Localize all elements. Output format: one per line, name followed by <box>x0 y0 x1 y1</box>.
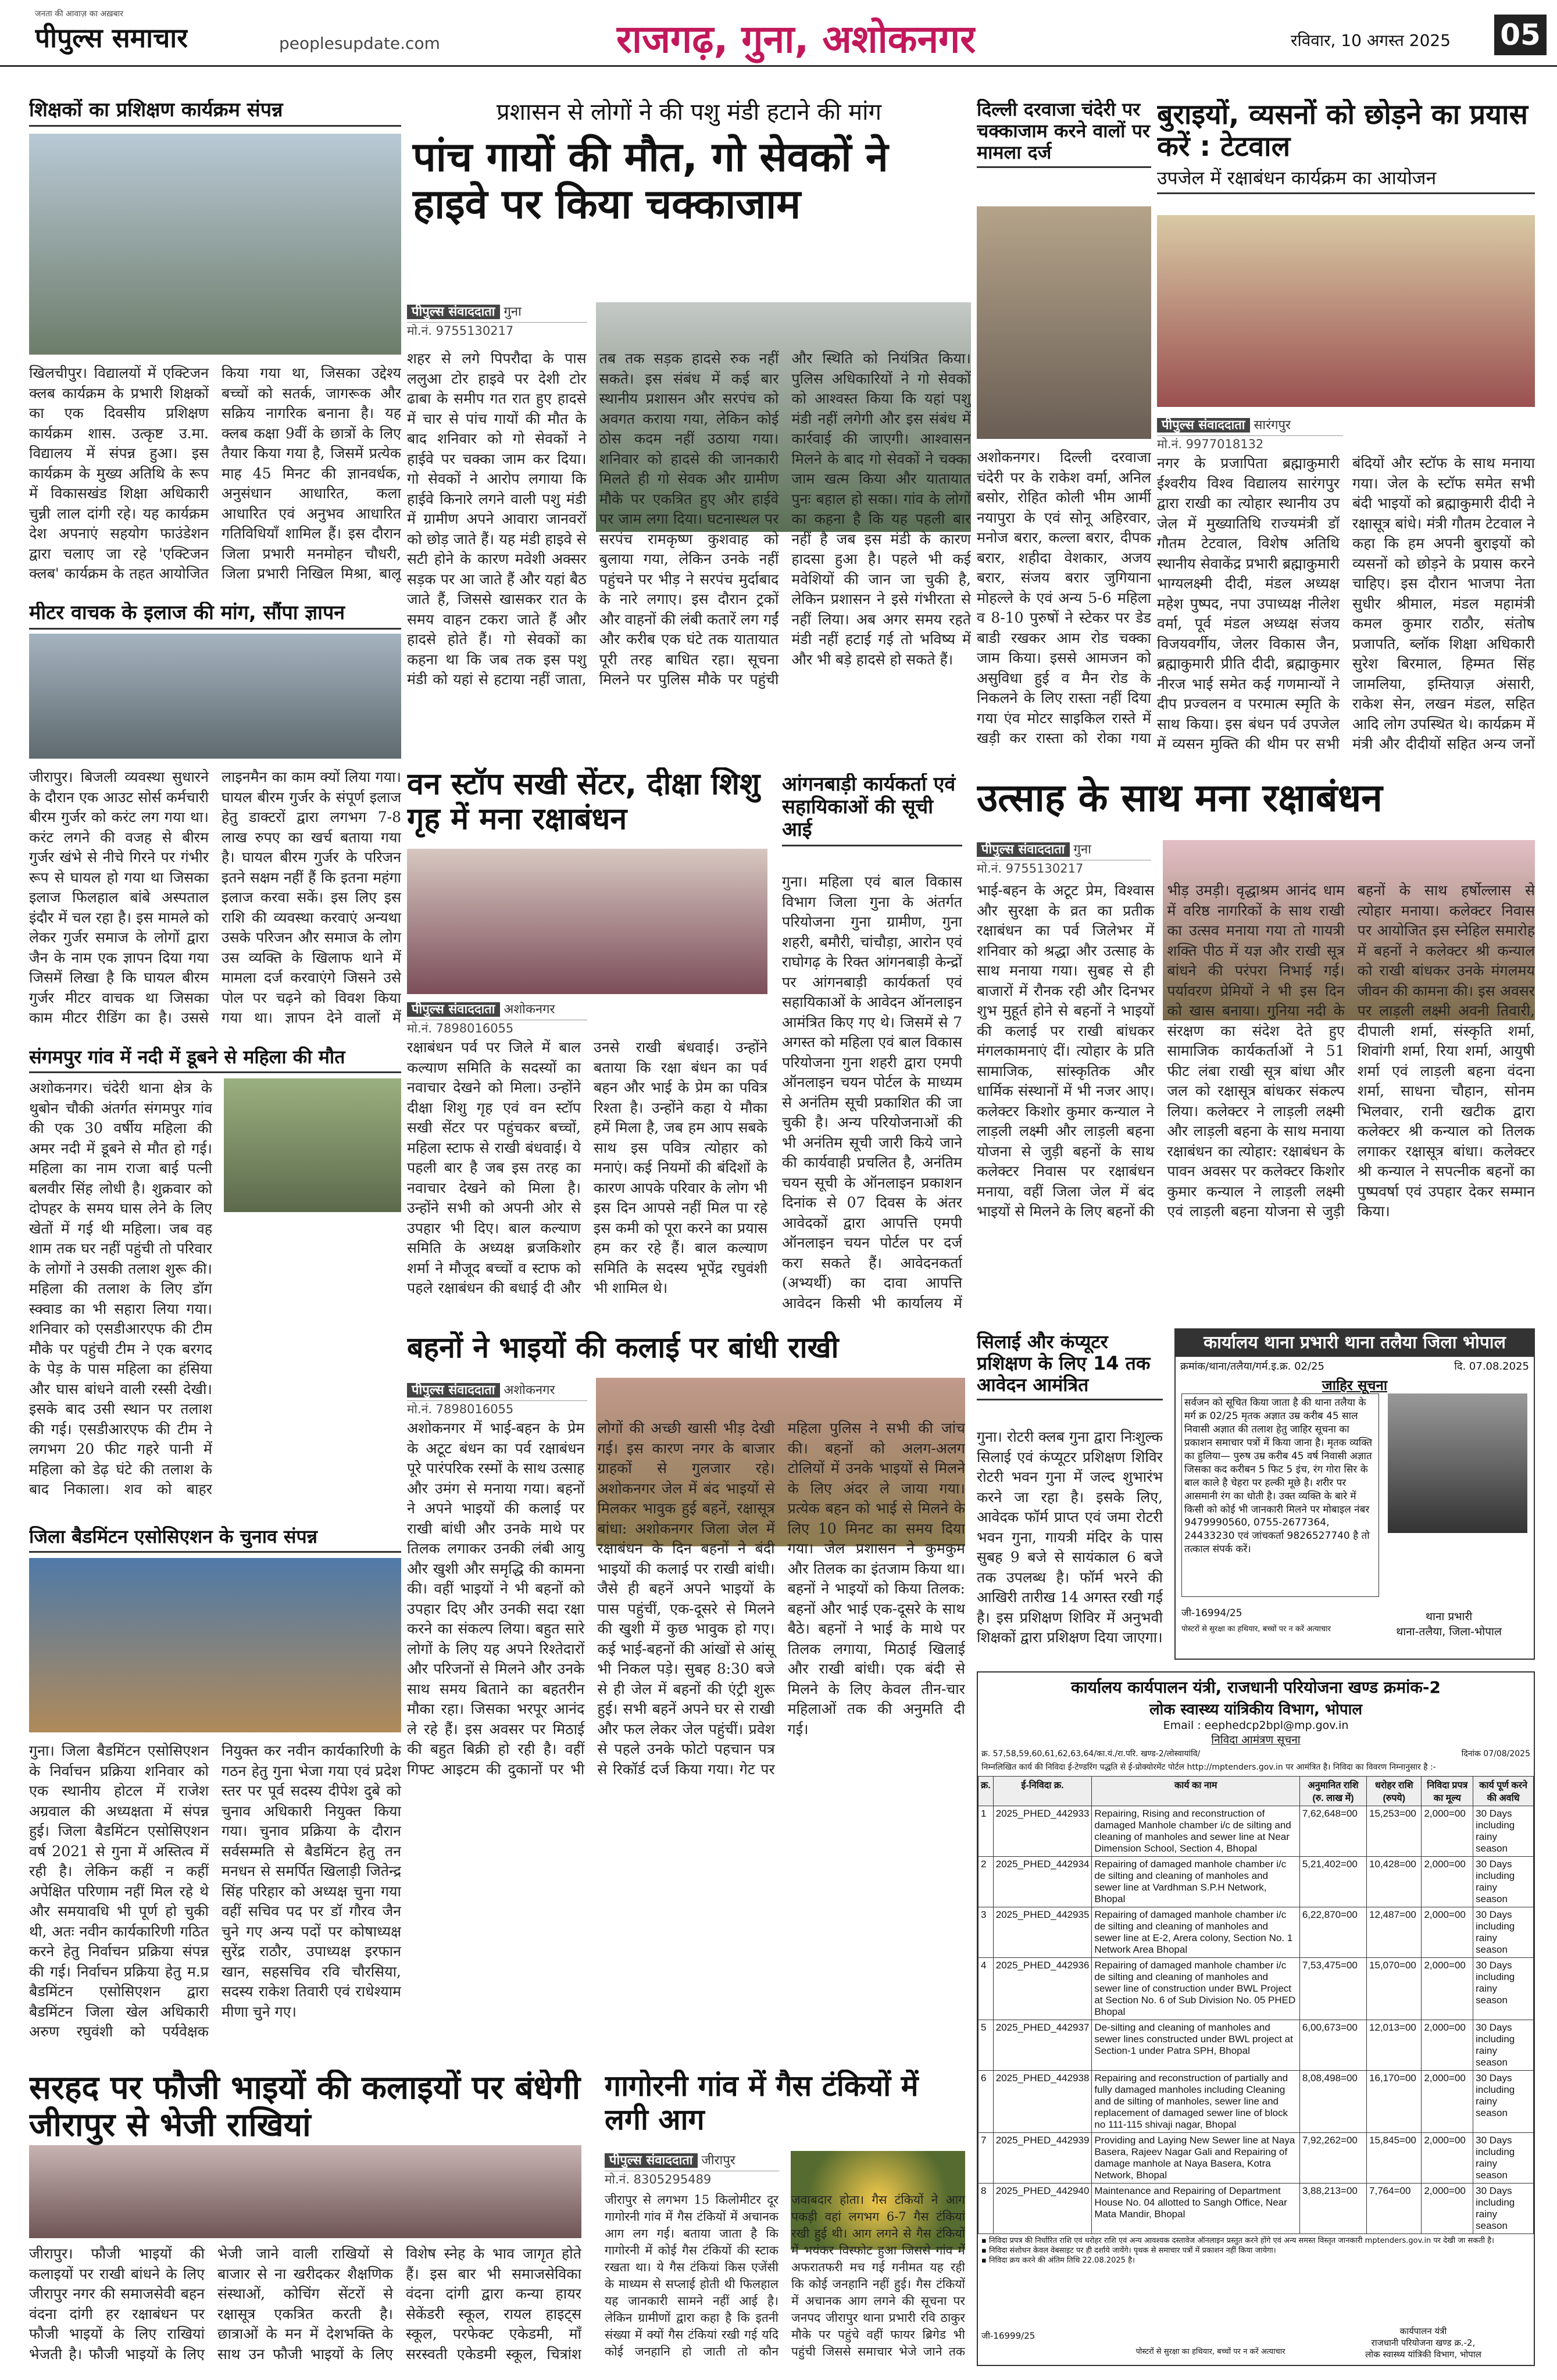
news-photo <box>29 134 401 355</box>
byline-box <box>407 302 587 339</box>
news-photo <box>29 2145 581 2238</box>
story-body: जीरापुर। फौजी भाइयों की कलाइयों पर राखी बांधने के लिए जीरापुर नगर की समाजसेवी बहन वंदना दांगी हर रक्षाबंधन पर फौजी भाइयों के लिए राखियां भेजती है। फौजी भाइयों के लिए भेजी जाने वाली राखियों से बाजार से ना खरीदकर शैक्षणिक संस्थाओं, कोचिंग सेंटरों से रक्षासूत्र एकत्रित करती है। छात्राओं के मन में देशभक्ति के साथ उन फौजी भाइयों के लिए विशेष स्नेह के भाव जागृत होते हैं। इस बार भी समाजसेविका वंदना दांगी द्वारा कन्या हायर सेकेंडरी स्कूल, रायल हाइट्स स्कूल, परफेक्ट एकेडमी, माँ सरस्वती एकेडमी स्कूल, चित्रांश <box>29 2245 581 2363</box>
table-cell: 2025_PHED_442934 <box>993 1857 1092 1907</box>
tender-note: ▪ निविदा प्रपत्र की निर्धारित राशि एवं धरोहर राशि एवं अन्य आवश्यक दस्तावेज ऑनलाइन प्रस्तुत करने होंगे एवं अन्य समस्त विस्तृत जानकारी mptenders.gov.in पर देखी जा सकती है। <box>981 2236 1494 2245</box>
table-cell: 30 Days including rainy season <box>1473 1806 1534 1857</box>
news-photo <box>1157 215 1535 407</box>
headline: उत्साह के साथ मना रक्षाबंधन <box>977 776 1383 820</box>
story-rakhi-jail <box>407 1331 965 2058</box>
story-meter-reader <box>29 602 401 1049</box>
page-number: 05 <box>1494 15 1547 55</box>
headline: बहनों ने भाइयों की कलाई पर बांधी राखी <box>407 1331 839 1364</box>
reporter-mobile: मो.नं. 7898016055 <box>407 1021 514 1035</box>
table-cell: 7,53,475=00 <box>1299 1958 1366 2020</box>
tender-email[interactable]: Email : eephedcp2bpl@mp.gov.in <box>1163 1719 1349 1732</box>
story-body: जीरापुर से लगभग 15 किलोमीटर दूर गागोरनी गांव में गैस टंकियों में अचानक आग लग गई। बताया जाता है कि गागोरनी में कोई गैस टंकियों की स्टाक रखता था। ये गैस टंकियां किस एजेंसी के माध्यम से सप्लाई होती थी फिलहाल यह जानकारी सामने नहीं आई है। लेकिन ग्रामीणों द्वारा कहा है कि इतनी संख्या में क्यों गैस टंकियां रखी गई यदि कोई जनहानि हो जाती तो कौन जवाबदार होता। गैस टंकियों ने आग पकड़ी वहां लगभग 6-7 गैस टंकियां रखी हुई थी। आग लगने से गैस टंकियों में भयंकर विस्फोट हुआ जिससे गांव में अफरातफरी मच गई गनीमत यह रही कि कोई जनहानि नहीं हुई। गैस टंकियों में अचानक आग लगने की सूचना पर जनपद जीरापुर थाना प्रभारी रवि ठाकुर मौके पर पहुंचे वहीं फायर ब्रिगेड भी पहुंची जिससे समाचार भेजे जाने तक <box>605 2193 965 2358</box>
story-body: गुना। रोटरी क्लब गुना द्वारा निःशुल्क सिलाई एवं कंप्यूटर प्रशिक्षण शिविर रोटरी भवन गुना में जल्द शुभारंभ करने जा रहा है। इसके लिए, आवेदक फॉर्म प्राप्त एवं जमा रोटरी भवन गुना, गायत्री मंदिर के पास सुबह 9 बजे से सायंकाल 6 बजे तक उपलब्ध है। फॉर्म भरने की आखिरी तारीख 14 अगस्त रखी गई है। इस प्रशिक्षण शिविर में अनुभवी शिक्षकों द्वारा प्रशिक्षण दिया जाएगा। <box>977 1428 1163 1646</box>
notice-subtitle: जाहिर सूचना <box>1322 1377 1388 1393</box>
tender-notes <box>978 2234 1534 2268</box>
headline: बुराइयों, व्यसनों को छोड़ने का प्रयास करें : टेटवाल <box>1157 99 1528 163</box>
website-url[interactable]: peoplesupdate.com <box>279 34 440 53</box>
table-cell: 2,000=00 <box>1422 1857 1473 1907</box>
news-photo <box>407 849 767 994</box>
table-cell: 2025_PHED_442936 <box>993 1958 1092 2020</box>
headline: सरहद पर फौजी भाइयों की कलाइयों पर बंधेगी जीरापुर से भेजी राखियां <box>29 2070 581 2145</box>
table-cell: 16,170=00 <box>1367 2071 1422 2133</box>
table-cell: 30 Days including rainy season <box>1473 1958 1534 2020</box>
table-cell: 2,000=00 <box>1422 1958 1473 2020</box>
reporter-mobile: मो.नं. 9977018132 <box>1157 437 1264 451</box>
story-body: रक्षाबंधन पर्व पर जिले में बाल कल्याण समिति के सदस्यों का नवाचार देखने को मिला। उन्होंने दीक्षा शिशु गृह एवं वन स्टॉप सखी सेंटर पर पहुंचकर बच्चों, महिला स्टाफ से राखी बंधवाई। ये पहली बार है जब इस तरह का नवाचार देखने को मिला है। उन्होंने सभी को अपनी ओर से उपहार भी दिए। बाल कल्याण समिति के अध्यक्ष ब्रजकिशोर शर्मा ने मौजूद बच्चों व स्टाफ को पहले रक्षाबंधन की बधाई दी और उनसे राखी बंधवाई। उन्होंने बताया कि रक्षा बंधन का पर्व बहन और भाई के प्रेम का पवित्र रिश्ता है। उन्होंने कहा ये मौका हमें मिला है, जब हम आप सबके साथ इस पवित्र त्योहार को मनाएं। कई नियमों की बंदिशों के कारण आपके परिवार के लोग भी इस दिन आपसे नहीं मिल पा रहे इस कमी को पूरा करने का प्रयास हम कर रहे हैं। बाल कल्याण समिति के सदस्य भूपेंद्र रघुवंशी भी शामिल थे। <box>407 1039 767 1296</box>
tender-table-body <box>979 1806 1534 2234</box>
notice-thana-talaiya <box>1174 1328 1535 1660</box>
tender-table <box>978 1776 1534 2234</box>
table-cell: 1 <box>979 1806 994 1857</box>
table-row <box>979 1857 1534 1907</box>
table-row <box>979 2133 1534 2184</box>
lead-story-cows <box>407 99 971 750</box>
page-title: राजगढ़, गुना, अशोकनगर <box>616 17 976 62</box>
story-anganwadi <box>782 773 962 1314</box>
story-body: अशोकनगर। दिल्ली दरवाजा चंदेरी पर के राकेश वर्मा, अनिल बसोर, रोहित कोली भीम आर्मी नयापुरा के एवं सोनू अहिरवार, मनोज बरार, कल्ला बरार, दीपक बरार, शहीदा वेशकार, अजय बरार, संजय बरार जुगियाना मोहल्ले के एवं अन्य 5-6 महिला व 8-10 पुरुषों ने स्टेकर पर डेड बाडी रखकर आम रोड चक्का जाम किया। इससे आमजन को असुविधा हुई व मैन रोड के निकलने के लिए रास्ता नहीं दिया गया एंव मोटर साइकिल रास्ते में खड़ी कर रास्ता को रोका गया <box>977 449 1151 746</box>
tender-col-header: क्र. <box>979 1777 994 1806</box>
byline-name: पीपुल्स संवाददाता <box>977 842 1070 857</box>
table-cell: 5,21,402=00 <box>1299 1857 1366 1907</box>
story-sewing-computer <box>977 1331 1163 1657</box>
table-cell: 2025_PHED_442933 <box>993 1806 1092 1857</box>
table-cell: 12,013=00 <box>1367 2020 1422 2071</box>
byline-location: जीरापुर <box>701 2153 735 2168</box>
signature-block: थाना प्रभारी थाना-तलैया, जिला-भोपाल <box>1396 1610 1502 1638</box>
headline: पांच गायों की मौत, गो सेवकों ने हाइवे पर किया चक्काजाम <box>413 133 888 228</box>
tender-col-header: कार्य का नाम <box>1092 1777 1299 1806</box>
tender-department: लोक स्वास्थ्य यांत्रिकीय विभाग, भोपाल <box>1149 1701 1363 1718</box>
byline-name: पीपुल्स संवाददाता <box>1157 418 1250 433</box>
story-body: नगर के प्रजापिता ब्रह्माकुमारी ईश्वरीय विश्व विद्यालय सारंगपुर द्वारा राखी का त्योहार स्थानीय उप जेल में मुख्यातिथि राज्यमंत्री डॉ गौतम टेटवाल, विशेष अतिथि स्थानीय सेवाकेंद्र प्रभारी ब्रह्माकुमारी भाग्यलक्ष्मी दीदी, मंडल अध्यक्ष महेश पुष्पद, नपा उपाध्यक्ष नीलेश वर्मा, पूर्व मंडल अध्यक्ष संजय विजयवर्गीय, जेलर विकास जैन, ब्रह्माकुमारी प्रीति दीदी, ब्रह्माकुमार नीरज भाई समेत कई गणमान्यों ने दीप प्रज्वलन व परमात्म स्मृति के साथ किया। इस बंधन पर्व उपजेल में व्यसन मुक्ति की थीम पर सभी बंदियों और स्टॉफ के साथ मनाया गया। जेल के स्टॉफ समेत सभी बंदी भाइयों को ब्रह्माकुमारी दीदी ने रक्षासूत्र बांधे। मंत्री गौतम टेटवाल ने कहा कि हम अपनी बुराइयों को व्यसनों को छोड़ने के प्रयास करने चाहिए। इस दौरान भाजपा नेता सुधीर श्रीमाल, मंडल महामंत्री कमल कुमार राठौर, संतोष प्रजापति, ब्लॉक शिक्षा अधिकारी सुरेश बिरमाल, हिम्मत सिंह जामलिया, इम्तियाज़ अंसारी, राकेश सेन, लखन मंडल, सहित आदि लोग उपस्थित थे। कार्यक्रम में मंत्री और दीदीयों सहित अन्य जनों <box>1157 455 1535 752</box>
tender-note: ▪ निविदा संशोधन केवल वेबसाइट पर ही दर्शाये जायेंगे। पृथक से समाचार पत्रों में प्रकाशन नहीं किया जायेगा। <box>981 2246 1276 2255</box>
tender-signature: कार्यपालन यंत्री राजधानी परियोजना खण्ड क्र.-2, लोक स्वास्थ्य यांत्रिकी विभाग, भोपाल <box>1365 2326 1481 2360</box>
byline-location: सारंगपुर <box>1254 418 1291 433</box>
table-cell: 30 Days including rainy season <box>1473 1907 1534 1958</box>
table-cell: 2,000=00 <box>1422 1806 1473 1857</box>
story-gas-cylinder-fire <box>605 2070 965 2366</box>
deceased-photo <box>1388 1393 1527 1533</box>
subheadline: उपजेल में रक्षाबंधन कार्यक्रम का आयोजन <box>1157 167 1535 194</box>
table-cell: 2,000=00 <box>1422 2184 1473 2234</box>
byline-location: अशोकनगर <box>503 1383 555 1398</box>
byline-box <box>407 1000 587 1037</box>
kicker: प्रशासन से लोगों ने की पशु मंडी हटाने की मांग <box>496 99 882 126</box>
news-photo <box>29 1558 401 1732</box>
table-row <box>979 1806 1534 1857</box>
table-cell: Repairing of damaged manhole chamber i/c de silting and cleaning of manholes and sewer line at E-2, Arera colony, Section No. 1 Network Area Bhopal <box>1092 1907 1299 1958</box>
tender-col-header: धरोहर राशि (रुपये) <box>1367 1777 1422 1806</box>
byline-location: गुना <box>503 305 522 319</box>
headline: मीटर वाचक के इलाज की मांग, सौंपा ज्ञापन <box>29 602 401 630</box>
story-body: गुना। जिला बैडमिंटन एसोसिएशन के निर्वाचन प्रक्रिया शनिवार को एक स्थानीय होटल में राजेश अग्रवाल की अध्यक्षता में संपन्न हुई। जिला बैडमिंटन एसोसिएशन वर्ष 2021 से गुना में अस्तित्व में रही है। लेकिन कहीं न कहीं अपेक्षित परिणाम नहीं मिल रहे थे और समयावधि भी पूर्ण हो चुकी थी, अतः नवीन कार्यकारिणी गठित करने हेतु निर्वाचन प्रक्रिया संपन्न की गई। निर्वाचन प्रक्रिया हेतु म.प्र बैडमिंटन एसोसिएशन द्वारा बैडमिंटन जिला खेल अधिकारी अरुण रघुवंशी को पर्यवेक्षक नियुक्त कर नवीन कार्यकारिणी के गठन हेतु गुना भेजा गया एवं प्रदेश स्तर पर पूर्व सदस्य दीपेश दुबे को चुनाव अधिकारी नियुक्त किया गया। चुनाव प्रक्रिया के दौरान सर्वसम्मति से बैडमिंटन हेतु तन मनधन से समर्पित खिलाड़ी जितेन्द्र सिंह परिहार को अध्यक्ष चुना गया वहीं सचिव पद पर डॉ गौरव जैन चुने गए अन्य पदों पर कोषाध्यक्ष सुरेंद्र राठौर, उपाध्यक्ष इरफान खान, सहसचिव रवि चौरसिया, सदस्य राकेश तिवारी एवं राधेश्याम मीणा चुने गए। <box>29 1742 401 2040</box>
news-photo <box>29 634 401 759</box>
byline-name: पीपुल्स संवाददाता <box>407 305 500 319</box>
table-cell: Repairing and reconstruction of partially and fully damaged manholes including Cleaning and de silting of manholes, sewer line and replacement of damaged sewer line of block no 111-115 shivaji nagar, Bhopal <box>1092 2071 1299 2133</box>
table-cell: 8,08,498=00 <box>1299 2071 1366 2133</box>
edition-date: रविवार, 10 अगस्त 2025 <box>1291 31 1451 50</box>
newspaper-logo: जनता की आवाज़ का अख़बार पीपुल्स समाचार <box>35 9 188 53</box>
headline: जिला बैडमिंटन एसोसिएशन के चुनाव संपन्न <box>29 1526 401 1553</box>
byline-location: अशोकनगर <box>503 1002 555 1017</box>
notice-ref: क्रमांक/थाना/तलैया/गर्म.इ.क्र. 02/25 <box>1180 1360 1324 1373</box>
byline-box <box>407 1381 587 1417</box>
news-photo <box>224 1078 401 1212</box>
table-cell: 6,22,870=00 <box>1299 1907 1366 1958</box>
byline-name: पीपुल्स संवाददाता <box>407 1002 500 1017</box>
story-tetwal <box>1157 99 1535 762</box>
notice-date: दि. 07.08.2025 <box>1454 1360 1529 1373</box>
tender-office: कार्यालय कार्यपालन यंत्री, राजधानी परियोजना खण्ड क्रमांक-2 <box>1071 1678 1441 1697</box>
reporter-mobile: मो.नं. 9755130217 <box>977 862 1084 875</box>
headline: संगमपुर गांव में नदी में डूबने से महिला की मौत <box>29 1046 401 1073</box>
tender-col-header: अनुमानित राशि (रु. लाख में) <box>1299 1777 1366 1806</box>
table-cell: 3 <box>979 1907 994 1958</box>
table-cell: 2025_PHED_442939 <box>993 2133 1092 2184</box>
table-cell: 2025_PHED_442940 <box>993 2184 1092 2234</box>
notice-title: कार्यालय थाना प्रभारी थाना तलैया जिला भोपाल <box>1176 1330 1534 1357</box>
headline: दिल्ली दरवाजा चंदेरी पर चक्काजाम करने वालों पर मामला दर्ज <box>977 99 1151 168</box>
table-cell: 15,253=00 <box>1367 1806 1422 1857</box>
headline: वन स्टॉप सखी सेंटर, दीक्षा शिशु गृह में मना रक्षाबंधन <box>407 767 760 837</box>
headline: सिलाई और कंप्यूटर प्रशिक्षण के लिए 14 तक आवेदन आमंत्रित <box>977 1331 1163 1400</box>
story-teacher-training <box>29 99 401 599</box>
table-cell: 12,487=00 <box>1367 1907 1422 1958</box>
tender-note: ▪ निविदा क्रय करने की अंतिम तिथि 22.08.2025 है। <box>981 2256 1135 2265</box>
tender-table-header <box>979 1777 1534 1806</box>
tender-col-header: ई-निविदा क्र. <box>993 1777 1092 1806</box>
table-cell: 6,00,673=00 <box>1299 2020 1366 2071</box>
story-badminton <box>29 1526 401 2049</box>
table-cell: 10,428=00 <box>1367 1857 1422 1907</box>
table-cell: 30 Days including rainy season <box>1473 2184 1534 2234</box>
story-body: जीरापुर। बिजली व्यवस्था सुधारने के दौरान एक आउट सोर्स कर्मचारी बीरम गुर्जर को करंट लग गया था। करंट लगने की वजह से बीरम गुर्जर खंभे से नीचे गिरने पर गंभीर रूप से घायल हो गया था जिसका इलाज फिलहाल बांबे अस्पताल इंदौर में चल रहा है। इस मामले को लेकर गुर्जर समाज के लोगों द्वारा जैन के नाम एक ज्ञापन दिया गया जिसमें लिखा है कि घायल बीरम गुर्जर मीटर वाचक था जिसका काम मीटर रीडिंग का है। उससे लाइनमैन का काम क्यों लिया गया। घायल बीरम गुर्जर के संपूर्ण इलाज हेतु डाक्टरों द्वारा लगभग 7-8 लाख रुपए का खर्च बताया गया है। घायल बीरम गुर्जर के परिजन इतने सक्षम नहीं हैं कि इतना महंगा इलाज करवा सकें। इस लिए इस राशि की व्यवस्था करवाएं अन्यथा उसके परिजन और समाज के लोग उस व्यक्ति के खिलाफ थाने में मामला दर्ज करवाएंगे जिसने उसे पोल पर चढ़ने को विवश किया गया था। ज्ञापन देने वालों में <box>29 769 401 1026</box>
table-row <box>979 1958 1534 2020</box>
table-cell: 6 <box>979 2071 994 2133</box>
table-cell: 2 <box>979 1857 994 1907</box>
tender-subtitle: निविदा आमंत्रण सूचना <box>1211 1734 1301 1746</box>
notice-footer-slogan: पोस्टरों से सुरक्षा का हथियार, बच्चों पर न करें अत्याचार <box>1181 1625 1331 1634</box>
tender-number: जी-16999/25 <box>981 2331 1035 2341</box>
table-cell: 2,000=00 <box>1422 1907 1473 1958</box>
masthead <box>0 0 1557 67</box>
table-cell: 2025_PHED_442935 <box>993 1907 1092 1958</box>
story-rakshabandhan-guna <box>977 776 1535 1317</box>
story-body: अशोकनगर में भाई-बहन के प्रेम के अटूट बंधन का पर्व रक्षाबंधन पूरे पारंपरिक रस्मों के साथ उत्साह और उमंग से मनाया गया। बहनों ने अपने भाइयों की कलाई पर राखी बांधी और उनके माथे पर तिलक लगाकर उनकी लंबी आयु और खुशी और समृद्धि की कामना की। वहीं भाइयों ने भी बहनों को उपहार दिए और उनकी सदा रक्षा करने का संकल्प लिया। बहुत सारे लोगों के लिए यह अपने रिश्तेदारों और परिजनों से मिलने और उनके साथ समय बिताने का बहतरीन मौका रहा। जिसका भरपूर आनंद ले रहे हैं। इस अवसर पर मिठाई की बहुत बिक्री हो रही है। वहीं गिफ्ट आइटम की दुकानों पर भी लोगों की अच्छी खासी भीड़ देखी गई। इस कारण नगर के बाजार ग्राहकों से गुलजार रहे। अशोकनगर जेल में बंद भाइयों से मिलकर भावुक हुई बहनें, रक्षासूत्र बांधा: अशोकनगर जिला जेल में रक्षाबंधन के दिन बहनों ने बंदी भाइयों की कलाई पर राखी बांधी। जैसे ही बहनें अपने भाइयों के पास पहुंचीं, एक-दूसरे से मिलने की खुशी में कुछ भावुक हो गए। कई भाई-बहनों की आंखों से आंसू भी निकल पड़े। सुबह 8:30 बजे से ही जेल में बहनों की एंट्री शुरू हुई। सभी बहनें अपने घर से राखी और फल लेकर जेल पहुंचीं। प्रवेश से पहले उनके फोटो पहचान पत्र से रिकॉर्ड दर्ज किया गया। गेट पर महिला पुलिस ने सभी की जांच की। बहनों को अलग-अलग टोलियों में उनके भाइयों से मिलने के लिए अंदर ले जाया गया। प्रत्येक बहन को भाई से मिलने के लिए 10 मिनट का समय दिया गया। जेल प्रशासन ने कुमकुम और तिलक का इंतजाम किया था। बहनों ने भाइयों को किया तिलक: बहनों और भाई एक-दूसरे के साथ बैठे। बहनों ने भाई के माथे पर तिलक लगाया, मिठाई खिलाई और राखी बांधी। एक बंदी से मिलने के लिए केवल तीन-चार महिलाओं तक की अनुमति दी गई। <box>407 1420 965 1778</box>
reporter-mobile: मो.नं. 9755130217 <box>407 324 514 338</box>
table-cell: 30 Days including rainy season <box>1473 2133 1534 2184</box>
story-body: खिलचीपुर। विद्यालयों में एक्टिजन क्लब कार्यक्रम के प्रभारी शिक्षकों का एक दिवसीय प्रशिक्षण कार्यक्रम शास. उत्कृष्ट उ.मा. विद्यालय में संपन्न हुआ। इस कार्यक्रम के मुख्य अतिथि के रूप में विकासखंड शिक्षा अधिकारी चुन्नी लाल दांगी रहे। यह कार्यक्रम देश अपनाएं सहयोग फाउंडेशन द्वारा चलाए जा रहे 'एक्टिजन क्लब' कार्यक्रम के तहत आयोजित किया गया था, जिसका उद्देश्य बच्चों को सतर्क, जागरूक और सक्रिय नागरिक बनाना है। यह क्लब कक्षा 9वीं के छात्रों के लिए तैयार किया गया है, जिसमें प्रत्येक माह 45 मिनट की ज्ञानवर्धक, अनुसंधान आधारित, कला आधारित एवं अनुभव आधारित गतिविधियाँ शामिल हैं। इस दौरान जिला प्रभारी मनमोहन चौधरी, जिला प्रभारी निखिल मिश्रा, बालू <box>29 364 401 582</box>
table-cell: 7,92,262=00 <box>1299 2133 1366 2184</box>
table-cell: 30 Days including rainy season <box>1473 2020 1534 2071</box>
headline: आंगनबाड़ी कार्यकर्ता एवं सहायिकाओं की सूची आई <box>782 773 962 846</box>
story-body: गुना। महिला एवं बाल विकास विभाग जिला गुना के अंतर्गत परियोजना गुना ग्रामीण, गुना शहरी, बमौरी, चांचौड़ा, आरोन एवं राघोगढ़ के रिक्त आंगनबाड़ी केन्द्रों पर आंगनबाड़ी कार्यकर्ता एवं सहायिकाओं के आवेदन ऑनलाइन आमंत्रित किए गए थे। जिसमें से 7 अगस्त को महिला एवं बाल विकास परियोजना गुना शहरी द्वारा एमपी ऑनलाइन चयन पोर्टल के माध्यम से अनंतिम सूची प्रकाशित की जा चुकी है। अन्य परियोजनाओं की भी अनंतिम सूची जारी किये जाने की कार्यवाही प्रचलित है, अनंतिम चयन सूची के ऑनलाइन प्रकाशन दिनांक से 07 दिवस के अंतर आवेदकों द्वारा आपत्ति एमपी ऑनलाइन चयन पोर्टल पर दर्ज करा सकते हैं। आवेदनकर्ता (अभ्यर्थी) का दावा आपत्ति आवेदन किसी भी कार्यालय में <box>782 873 962 1311</box>
story-body: शहर से लगे पिपरौदा के पास ललुआ टोर हाइवे पर देशी टोर ढाबा के समीप गत रात हुए हादसे में चार से पांच गायों की मौत के बाद शनिवार को गो सेवकों ने हाईवे पर चक्का जाम कर दिया। गो सेवकों ने आरोप लगाया कि हाईवे किनारे लगने वाली पशु मंडी में ग्रामीण अपने आवारा जानवरों को छोड़ जाते हैं। यह मंडी हाइवे से सटी होने के कारण मवेशी अक्सर सड़क पर आ जाते हैं और यहां बैठ जाते हैं, जिससे खासकर रात के समय वाहन टकरा जाते हैं और हादसे होते हैं। गो सेवकों का कहना था कि जब तक इस पशु मंडी को यहां से हटाया नहीं जाता, तब तक सड़क हादसे रुक नहीं सकते। इस संबंध में कई बार स्थानीय प्रशासन और सरपंच को अवगत कराया गया, लेकिन कोई ठोस कदम नहीं उठाया गया। शनिवार को हादसे की जानकारी मिलते ही गो सेवक और ग्रामीण मौके पर एकत्रित हुए और हाईवे पर जाम लगा दिया। घटनास्थल पर सरपंच रामकृष्ण कुशवाह को बुलाया गया, लेकिन उनके नहीं पहुंचने पर भीड़ ने सरपंच मुर्दाबाद के नारे लगाए। इस दौरान ट्रकों और वाहनों की लंबी कतारें लग गईं और करीब एक घंटे तक यातायात पूरी तरह बाधित रहा। सूचना मिलने पर पुलिस मौके पर पहुंची और स्थिति को नियंत्रित किया। पुलिस अधिकारियों ने गो सेवकों को आश्वस्त किया कि यहां पशु मंडी नहीं लगेगी और इस संबंध में कार्रवाई की जाएगी। आश्वासन मिलने के बाद गो सेवकों ने चक्का जाम खत्म किया और यातायात पुनः बहाल हो सका। गांव के लोगों का कहना है कि यह पहली बार नहीं है जब इस मंडी के कारण हादसा हुआ है। पहले भी कई मवेशियों की जान जा चुकी है, लेकिन प्रशासन ने इसे गंभीरता से नहीं लिया। अब अगर समय रहते मंडी नहीं हटाई गई तो भविष्य में और भी बड़े हादसे हो सकते हैं। <box>407 350 971 688</box>
table-cell: Repairing of damaged manhole chamber i/c de silting and cleaning of manholes and sewer line at Vardhman S.P.H Network, Bhopal <box>1092 1857 1299 1907</box>
story-body: भाई-बहन के अटूट प्रेम, विश्वास और सुरक्षा के व्रत का प्रतीक रक्षाबंधन का पर्व जिलेभर में शनिवार को श्रद्धा और उत्साह के साथ मनाया गया। सुबह से ही बाजारों में रौनक रही और दिनभर शुभ मुहूर्त होने से बहनों ने भाइयों की कलाई पर राखी बांधकर मंगलकामनाएं दीं। त्योहार के प्रति सामाजिक, सांस्कृतिक और धार्मिक संस्थानों में भी नजर आए। कलेक्टर किशोर कुमार कन्याल ने लाड़ली लक्ष्मी और लाड़ली बहना योजना से जुड़ी बहनों के साथ कलेक्टर निवास पर रक्षाबंधन मनाया, वहीं जिला जेल में बंद भाइयों से मिलने के लिए बहनों की भीड़ उमड़ी। वृद्धाश्रम आनंद धाम में वरिष्ठ नागरिकों के साथ राखी का उत्सव मनाया गया तो गायत्री शक्ति पीठ में यज्ञ और राखी सूत्र बांधने की परंपरा निभाई गई। पर्यावरण प्रेमियों ने भी इस दिन को खास बनाया। गुनिया नदी के संरक्षण का संदेश देते हुए सामाजिक कार्यकर्ताओं ने 51 फीट लंबा राखी सूत्र बांधा और जल को रक्षासूत्र बांधकर संकल्प लिया। कलेक्टर ने लाड़ली लक्ष्मी और लाड़ली बहना के साथ मनाया रक्षाबंधन का त्योहार: रक्षाबंधन के पावन अवसर पर कलेक्टर किशोर कुमार कन्याल ने लाड़ली लक्ष्मी एवं लाड़ली बहना योजना से जुड़ी बहनों के साथ हर्षोल्लास से त्योहार मनाया। कलेक्टर निवास पर आयोजित इस स्नेहिल समारोह में बहनों ने कलेक्टर श्री कन्याल को राखी बांधकर उनके मंगलमय जीवन की कामना की। इस अवसर पर लाड़ली लक्ष्मी अवनी तिवारी, दीपाली शर्मा, संस्कृति शर्मा, शिवांगी शर्मा, रिया शर्मा, आयुषी शर्मा एवं लाड़ली बहना वंदना शर्मा, साधना चौहान, सोनम भिलवार, रानी खटीक द्वारा कलेक्टर श्री कन्याल को तिलक लगाकर रक्षासूत्र बांधा। कलेक्टर श्री कन्याल ने सपत्नीक बहनों का पुष्पवर्षा एवं उपहार देकर सम्मान किया। <box>977 882 1535 1220</box>
table-cell: 2025_PHED_442937 <box>993 2020 1092 2071</box>
tender-date: दिनांक 07/08/2025 <box>1461 1749 1530 1759</box>
tender-notice <box>977 1671 1535 2366</box>
story-body-part1: अशोकनगर। चंदेरी थाना क्षेत्र के थुबोन चौकी अंतर्गत संगमपुर गांव की एक 30 वर्षीय महिला की अमर नदी में डूबने से मौत हो गई। महिला का नाम राजा बाई पत्नी बलवीर सिंह लोधी है। शुक्रवार को दोपहर के समय घास लेने के लिए खेतों में गई थी महिला। जब वह शाम तक घर नहीं पहुंची तो परिवार के लोगों ने उसकी तलाश शुरू की। महिला की तलाश के लिए डॉग स्क्वाड का भी सहारा लिया गया। शनिवार को एसडीआरएफ की टीम मौके पर पहुंची टीम ने एक बरगद के पेड़ के पास महिला का हंसिया और घास बांधने वाली रस्सी देखी। इसके बाद उसी स्थान पर तलाश की गई। एसडीआरएफ की टीम ने लगभग 20 फीट गहरे पानी में महिला को डेढ़ घंटे की तलाश के बाद निकाला। शव को बाहर <box>29 1080 212 1497</box>
table-cell: 30 Days including rainy season <box>1473 2071 1534 2133</box>
tender-col-header: निविदा प्रपत्र का मूल्य <box>1422 1777 1473 1806</box>
table-cell: 8 <box>979 2184 994 2234</box>
table-row <box>979 2184 1534 2234</box>
headline: शिक्षकों का प्रशिक्षण कार्यक्रम संपन्न <box>29 99 401 127</box>
table-row <box>979 2071 1534 2133</box>
table-row <box>979 2020 1534 2071</box>
table-cell: De-silting and cleaning of manholes and sewer lines constructed under BWL project at Section-1 under Patra SPH, Bhopal <box>1092 2020 1299 2071</box>
byline-box <box>977 840 1151 877</box>
story-rakhi-soldiers <box>29 2070 581 2366</box>
tender-intro: निम्नलिखित कार्य की निविदा ई-टेण्डरिंग पद्धति से ई-प्रोक्योरमेंट पोर्टल http://mptenders.gov.in पर आमंत्रित है। निविदा का विवरण निम्नानुसार है :- <box>981 1763 1436 1772</box>
table-cell: Maintenance and Repairing of Department House No. 04 allotted to Sangh Office, Near Mata Mandir, Bhopal <box>1092 2184 1299 2234</box>
notice-body: सर्वजन को सूचित किया जाता है की थाना तलैया के मर्ग क्र 02/25 मृतक अज्ञात उम्र करीब 45 साल निवासी अज्ञात की तलाश हेतु जाहिर सूचना का प्रकाशन समाचार पत्रों में किया जाना है। मृतक व्यक्ति का हुलिया— पुरुष उम्र करीब 45 वर्ष निवासी अज्ञात जिसका कद करीबन 5 फिट 5 इंच, रंग गोरा सिर के बाल काले है चेहरा पर हल्की मूछे है। शरीर पर आसमानी रंग का धोती है। उक्त व्यक्ति के बारे में किसी को कोई भी जानकारी मिलने पर मोबाइल नंबर 9479990560, 0755-2677364, 24433230 एवं जांचकर्ता 9826527740 है तो तत्काल संपर्क करें। <box>1181 1393 1379 1597</box>
table-cell: 7,764=00 <box>1367 2184 1422 2234</box>
reporter-mobile: मो.नं. 8305295489 <box>605 2172 712 2186</box>
table-cell: 2,000=00 <box>1422 2071 1473 2133</box>
table-cell: Providing and Laying New Sewer line at Naya Basera, Rajeev Nagar Gali and Repairing of damage manhole at Naya Basera, Kotra Network, Bhopal <box>1092 2133 1299 2184</box>
story-sakhi-center <box>407 767 767 1320</box>
table-cell: 5 <box>979 2020 994 2071</box>
table-cell: 15,070=00 <box>1367 1958 1422 2020</box>
table-cell: 2,000=00 <box>1422 2133 1473 2184</box>
tender-footer-slogan: पोस्टरों से सुरक्षा का हथियार, बच्चों पर न करें अत्याचार <box>1135 2347 1285 2356</box>
byline-name: पीपुल्स संवाददाता <box>605 2153 698 2168</box>
byline-box <box>605 2151 779 2188</box>
table-cell: 2025_PHED_442938 <box>993 2071 1092 2133</box>
story-delhi-darwaza <box>977 99 1151 750</box>
table-cell: 7,62,648=00 <box>1299 1806 1366 1857</box>
byline-box <box>1157 416 1343 452</box>
tender-col-header: कार्य पूर्ण करने की अवधि <box>1473 1777 1534 1806</box>
table-cell: 4 <box>979 1958 994 2020</box>
table-cell: 3,88,213=00 <box>1299 2184 1366 2234</box>
story-woman-drowned <box>29 1046 401 1511</box>
table-cell: 2,000=00 <box>1422 2020 1473 2071</box>
notice-number: जी-16994/25 <box>1181 1607 1242 1619</box>
table-cell: Repairing, Rising and reconstruction of damaged Manhole chamber i/c de silting and cleaning of manholes and sewer line at Near Dimension School, Section 4, Bhopal <box>1092 1806 1299 1857</box>
tender-ref: क्र. 57,58,59,60,61,62,63,64/का.यं./रा.परि. खण्ड-2/लोस्वायांवि/ <box>981 1749 1201 1759</box>
table-cell: 30 Days including rainy season <box>1473 1857 1534 1907</box>
byline-name: पीपुल्स संवाददाता <box>407 1383 500 1398</box>
byline-location: गुना <box>1073 842 1091 857</box>
reporter-mobile: मो.नं. 7898016055 <box>407 1402 514 1416</box>
table-cell: 15,845=00 <box>1367 2133 1422 2184</box>
table-row <box>979 1907 1534 1958</box>
news-photo <box>977 206 1151 439</box>
headline: गागोरनी गांव में गैस टंकियों में लगी आग <box>605 2070 919 2136</box>
table-cell: 7 <box>979 2133 994 2184</box>
table-cell: Repairing of damaged manhole chamber i/c de silting and cleaning of manholes and sewer line of construction under BWL Project at Section No. 6 of Sub Division No. 05 PHED Bhopal <box>1092 1958 1299 2020</box>
